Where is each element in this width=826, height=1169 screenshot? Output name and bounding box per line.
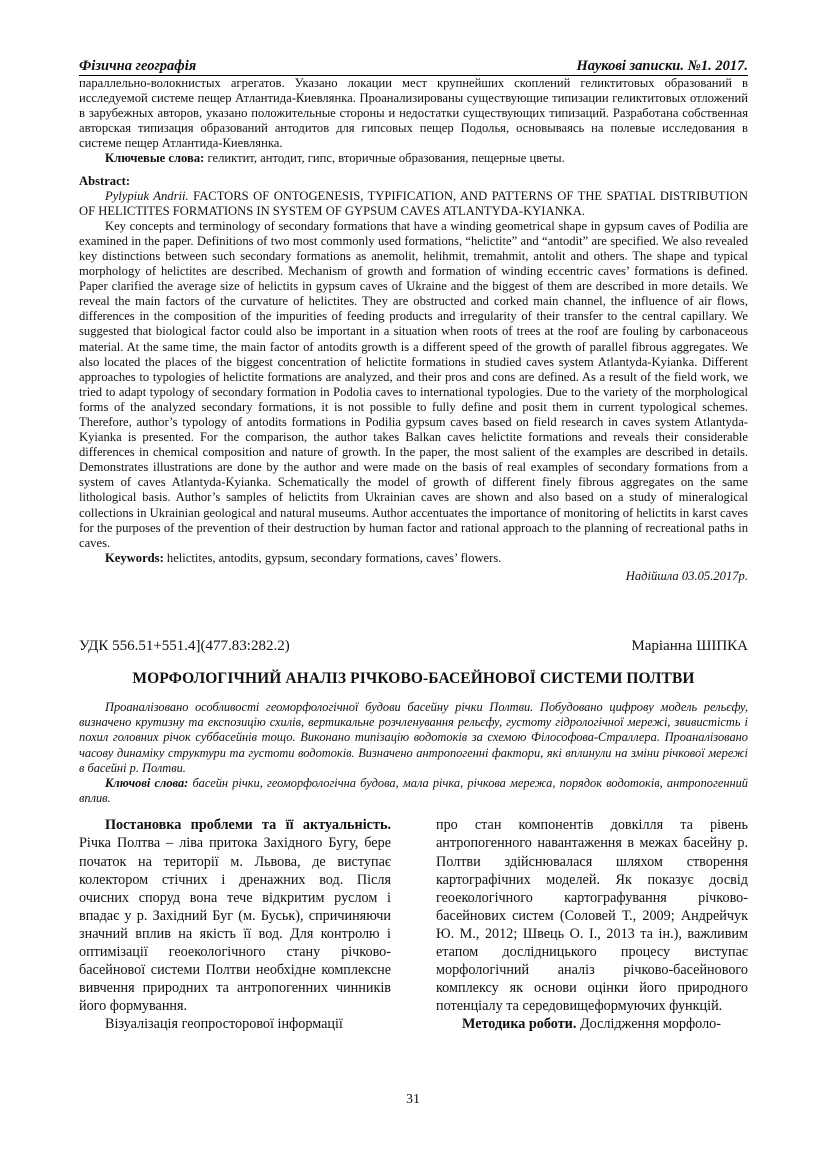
abstract-body: Key concepts and terminology of secondary formations that have a winding geometrical shape in gypsum caves of Podilia are examined in the paper. Definitions of two most commonly used formations, “helictite” and “antodit” are specified. We also revealed key distinctions between such secondary formations as anemolit, helihmit, tremahmit, antolit and others. The shape and typical morphology of helictites are described. Mechanism of growth and formation of winding eccentric caves’ formations is defined. Paper clarified the average size of helictits in gypsum caves of Ukraine and the biggest of them are described in more details. We reveal the main factors of the curvature of helictites. They are obstructed and corked main channel, the influence of air flows, differences in the composition of the impurities of feeding products and irregularity of their transfer to the central capillary. We suggested that biological factor could also be important in a situation when roots of trees at the roof are fouling by carbonaceous material. At the same time, the main factor of antodits growth is a different speed of the growth of parallel fibrous aggregates. We also located the places of the biggest concentration of helictite formations in studied caves system Atlantyda-Kyianka. Different approaches to typologies of helictite formations are analyzed, and their pros and cons are defined. As a result of the field work, we tried to adapt typology of secondary formation in Podolia caves to international typologies. Due to the variety of the morphological forms of the analyzed secondary formations, it is not possible to fully define and posit them in current typological schemes. Therefore, author’s typology of antodits formations in Podilia gypsum caves based on field research in caves system Atlantyda-Kyianka is presented. For the comparison, the author takes Balkan caves helictite formations and reveals their considerable differences in chemical composition and nature of growth. In the paper, the most salient of the examples are described in details. Demonstrates illustrations are done by the author and were made on the basis of real examples of secondary formations from a system of caves Atlantyda-Kyianka. Schematically the model of growth of different finely fibrous aggregates on the same lithological basis. Author’s samples of helictits from Ukrainian caves are shown and also based on a study of mineralogical collections in Ukrainian geological and natural museums. Author accentuates the importance of monitoring of helictits in karst caves for the purposes of the prevention of their destruction by human factor and rational approach to the planning of recreational paths in caves.	[79, 218, 748, 550]
article-title: МОРФОЛОГІЧНИЙ АНАЛІЗ РІЧКОВО-БАСЕЙНОВОЇ СИСТЕМИ ПОЛТВИ	[132, 669, 695, 687]
continuation-paragraph: про стан компонентів довкілля та рівень антропогенного навантаження в межах басейну р. Полтви здійснювалася шляхом створення картографічних моделей. Як показує досвід геоекологічного картографування річково-басейнових систем (Соловей Т., 2009; Андрейчук Ю. М., 2012; Швець О. І., 2013 та ін.), важливим етапом дослідницького процесу виступає морфологічний аналіз річково-басейнового комплексу як основи оцінки його природного потенціалу та середовищеформуючих функцій.	[436, 817, 748, 1015]
ukrainian-keywords-label: Ключові слова:	[105, 775, 189, 790]
ukrainian-keywords-text: басейн річки, геоморфологічна будова, мала річка, річкова мережа, порядок водотоків, антропогенний вплив.	[79, 775, 748, 806]
article-body	[79, 816, 748, 1033]
abstract-title: FACTORS OF ONTOGENESIS, TYPIFICATION, AND PATTERNS OF THE SPATIAL DISTRIBUTION OF HELICTITES FORMATIONS IN SYSTEM OF GYPSUM CAVES ATLANTYDA-KYIANKA.	[79, 188, 748, 218]
header-section: Фізична географія	[79, 58, 197, 74]
english-keywords	[79, 551, 748, 566]
header-journal: Наукові записки. №1. 2017.	[576, 58, 748, 74]
russian-abstract-text: параллельно-волокнистых агрегатов. Указано локации мест крупнейших скоплений геликтитовых образований в исследуемой системе пещер Атлантида-Киевлянка. Проанализированы существующие типизации геликтитовых отложений в зарубежных авторов, указано положительные стороны и недостатки существующих типизаций. Разработана собственная авторская типизация образований антодитов для гипсовых пещер Подолья, основываясь на полевые исследования в системе пещер Атлантида-Киевлянка.	[79, 76, 748, 151]
russian-keywords-text: геликтит, антодит, гипс, вторичные образования, пещерные цветы.	[207, 151, 565, 166]
column-left	[79, 816, 391, 1033]
article-meta-row	[79, 637, 748, 655]
received-date: Надійшла 03.05.2017р.	[625, 568, 748, 583]
english-keywords-text: helictites, antodits, gypsum, secondary formations, caves’ flowers.	[166, 550, 502, 565]
abstract-heading: Abstract:	[79, 173, 131, 188]
russian-abstract-tail	[79, 76, 748, 167]
visualization-paragraph: Візуалізація геопросторової інформації	[105, 1016, 343, 1033]
running-header	[79, 58, 748, 76]
column-right	[436, 816, 748, 1033]
english-abstract	[79, 189, 748, 566]
abstract-author: Pylypiuk Andrii.	[105, 188, 189, 203]
udk-code: УДК 556.51+551.4](477.83:282.2)	[79, 637, 290, 654]
page-content	[79, 58, 748, 1033]
ukrainian-abstract	[79, 700, 748, 806]
english-keywords-label: Keywords:	[105, 550, 164, 565]
intro-heading: Постановка проблеми та її актуальність.	[105, 817, 391, 834]
ukrainian-keywords	[79, 776, 748, 806]
abstract-title-line	[79, 189, 748, 219]
article-author: Маріанна ШІПКА	[631, 637, 748, 654]
intro-paragraph	[79, 816, 391, 1015]
methods-text: Дослідження морфоло-	[579, 1016, 721, 1033]
ukrainian-abstract-text: Проаналізовано особливості геоморфологічної будови басейну річки Полтви. Побудовано цифрову модель рельєфу, визначено крутизну та експозицію схилів, вертикальне розчленування рельєфу, густоту гідрологічної мережі, звивистість і похил головних річок суббасейнів тощо. Виконано типізацію водотоків за схемою Філософова-Страллера. Проаналізовано часову динаміку структури та густоти водотоків. Визначено антропогенні фактори, які вплинули на зміни річкової мережі в басейні р. Полтви.	[79, 699, 748, 775]
intro-text: Річка Полтва – ліва притока Західного Бугу, бере початок на території м. Львова, де виступає колектором стічних і дренажних вод. Після очисних споруд вона тече відкритим руслом і впадає у р. Західний Буг (м. Буськ), спричиняючи значний вплив на якість її вод. Для контролю і оптимізації геоекологічного стану річково-басейнової системи Полтви необхідне комплексне вивчення природних та антропогенних чинників його формування.	[79, 835, 391, 1015]
methods-heading: Методика роботи.	[462, 1016, 577, 1033]
methods-paragraph	[436, 1015, 748, 1033]
russian-keywords	[79, 151, 748, 166]
russian-keywords-label: Ключевые слова:	[105, 151, 205, 166]
page-number: 31	[406, 1092, 420, 1107]
